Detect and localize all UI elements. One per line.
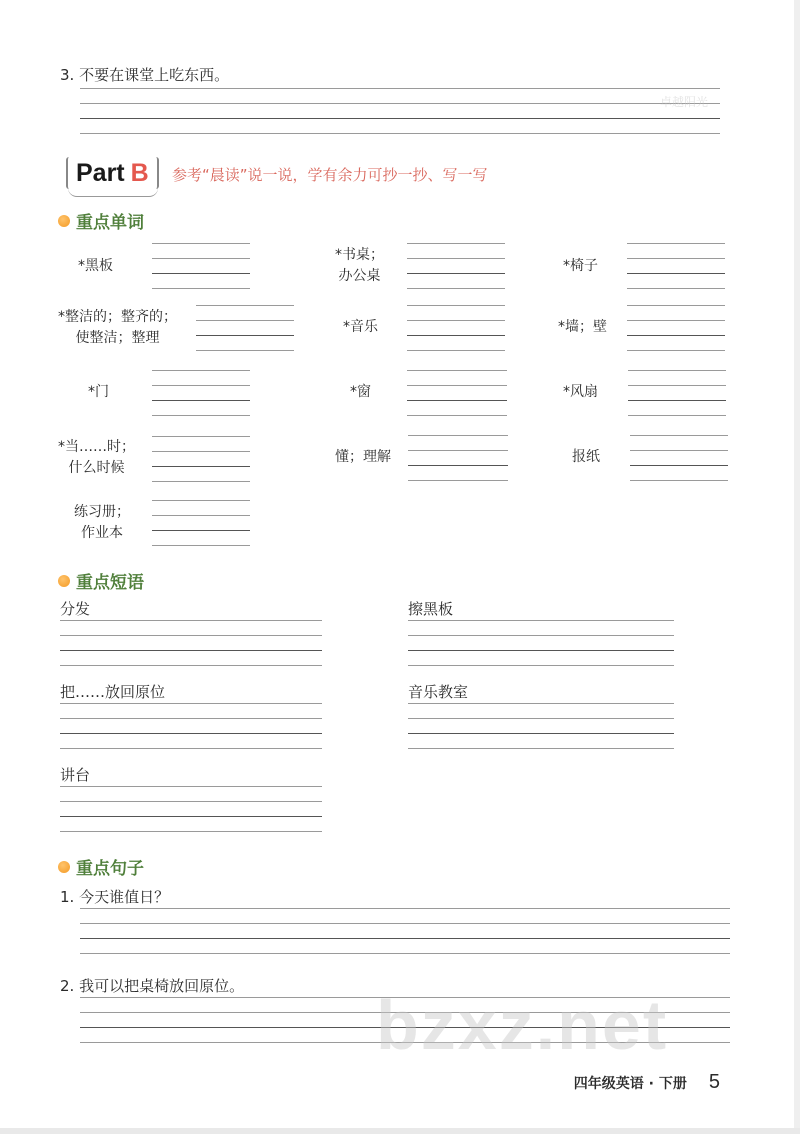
sentence-3 [60, 64, 229, 85]
sentence-text: 今天谁值日？ [79, 888, 170, 906]
page-edge [794, 0, 800, 1134]
part-letter: B [130, 158, 149, 187]
word-workbook: 练习册； 作业本 [74, 504, 130, 541]
part-b-heading [66, 157, 159, 189]
book-title: 四年级英语 · 下册 [573, 1076, 687, 1092]
sentence-2 [60, 975, 244, 996]
sentence-text: 不要在课堂上吃东西。 [79, 66, 230, 84]
sentence-1 [60, 886, 169, 907]
bullet-dot-icon [58, 215, 70, 227]
phrase-teachers-desk: 讲台 [60, 766, 91, 784]
section-key-sentences [58, 854, 144, 879]
phrase-put-back: 把……放回原位 [60, 683, 166, 701]
sentence-number: 1. [60, 888, 75, 906]
phrase-hand-out: 分发 [60, 600, 91, 618]
section-title: 重点单词 [76, 213, 144, 233]
section-key-words [58, 208, 144, 233]
word-when: *当……时； 什么时候 [58, 439, 135, 476]
word-desk: *书桌； 办公桌 [335, 247, 384, 284]
part-b-instruction: 参考“晨读”说一说，学有余力可抄一抄、写一写 [172, 166, 488, 184]
word-understand: 懂；理解 [335, 449, 391, 465]
section-title: 重点句子 [76, 859, 144, 879]
word-music: *音乐 [343, 319, 378, 335]
word-window: *窗 [350, 384, 371, 400]
page-footer [574, 1071, 720, 1094]
word-tidy: *整洁的；整齐的； 使整洁；整理 [58, 309, 177, 346]
sentence-number: 2. [60, 977, 75, 995]
word-chair: *椅子 [563, 258, 598, 274]
part-b-brace-decoration [68, 188, 158, 197]
phrase-music-room: 音乐教室 [408, 683, 469, 701]
faint-watermark: 卓越阳光 [660, 95, 709, 109]
sentence-number: 3. [60, 66, 75, 84]
bullet-dot-icon [58, 861, 70, 873]
phrase-clean-blackboard: 擦黑板 [408, 600, 454, 618]
site-watermark: bzxz.net [376, 986, 669, 1064]
word-door: *门 [88, 384, 109, 400]
word-newspaper: 报纸 [572, 449, 600, 465]
word-fan: *风扇 [563, 384, 598, 400]
part-label: Part [76, 158, 125, 187]
section-key-phrases [58, 568, 144, 593]
word-wall: *墙；壁 [558, 319, 607, 335]
page-bottom-edge [0, 1128, 800, 1134]
section-title: 重点短语 [76, 573, 144, 593]
word-blackboard: *黑板 [78, 258, 113, 274]
bullet-dot-icon [58, 575, 70, 587]
page-number: 5 [708, 1071, 720, 1093]
sentence-text: 我可以把桌椅放回原位。 [79, 977, 245, 995]
